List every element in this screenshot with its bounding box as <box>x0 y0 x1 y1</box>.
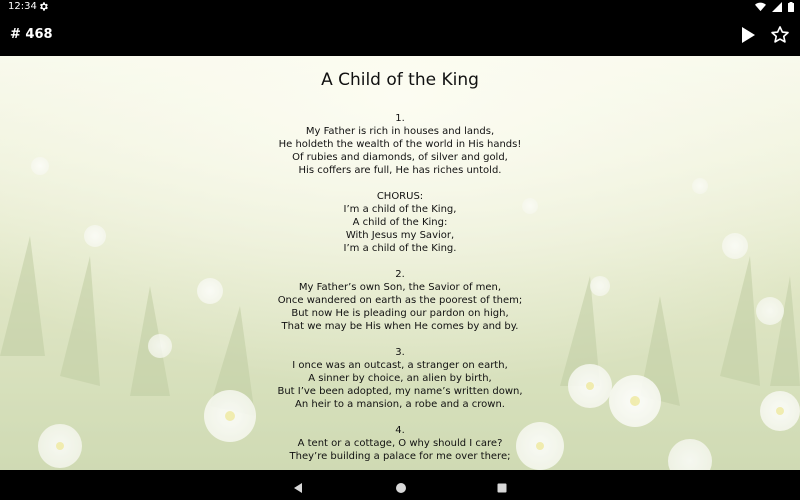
star-outline-icon[interactable] <box>769 24 791 46</box>
verse-4 <box>0 424 800 463</box>
lyric-line: But now He is pleading our pardon on high, <box>291 308 509 319</box>
back-triangle-icon[interactable] <box>292 479 304 491</box>
play-icon[interactable] <box>738 25 758 45</box>
hymn-text <box>0 56 800 470</box>
verse-heading: 4. <box>395 425 405 436</box>
lyric-line: Of rubies and diamonds, of silver and gold, <box>292 152 508 163</box>
lyric-line: That we may be His when He comes by and by. <box>281 321 519 332</box>
status-icons <box>755 2 794 12</box>
signal-icon <box>772 2 782 12</box>
hymn-title: A Child of the King <box>321 70 479 90</box>
wifi-icon <box>755 2 766 12</box>
recents-square-icon[interactable] <box>496 479 508 491</box>
verse-heading: 2. <box>395 269 405 280</box>
lyric-line: I once was an outcast, a stranger on earth, <box>292 360 508 371</box>
lyric-line: With Jesus my Savior, <box>345 230 455 241</box>
verses <box>0 112 800 463</box>
lyrics-view[interactable] <box>0 56 800 470</box>
verse-2 <box>0 268 800 333</box>
app-bar <box>0 14 800 56</box>
verse-1 <box>0 112 800 177</box>
lyric-line: A sinner by choice, an alien by birth, <box>308 373 492 384</box>
lyric-line: His coffers are full, He has riches untold. <box>298 165 502 176</box>
gear-icon <box>38 1 49 12</box>
lyric-line: My Father’s own Son, the Savior of men, <box>298 282 502 293</box>
hymn-number-title: # 468 <box>10 27 53 42</box>
lyric-line: A child of the King: <box>352 217 448 228</box>
battery-icon <box>788 2 794 12</box>
system-nav-bar <box>0 470 800 500</box>
verse-3 <box>0 346 800 411</box>
chorus <box>0 190 800 255</box>
home-circle-icon[interactable] <box>395 479 407 491</box>
lyric-line: An heir to a mansion, a robe and a crown. <box>295 399 505 410</box>
lyric-line: I’m a child of the King, <box>343 204 457 215</box>
verse-heading: CHORUS: <box>376 191 424 202</box>
status-time: 12:34 <box>8 1 37 12</box>
status-bar <box>0 0 800 14</box>
lyric-line: My Father is rich in houses and lands, <box>305 126 495 137</box>
verse-heading: 1. <box>395 113 405 124</box>
lyric-line: They’re building a palace for me over there; <box>289 451 511 462</box>
lyric-line: Once wandered on earth as the poorest of them; <box>277 295 523 306</box>
lyric-line: A tent or a cottage, O why should I care? <box>297 438 503 449</box>
verse-heading: 3. <box>395 347 405 358</box>
lyric-line: But I’ve been adopted, my name’s written down, <box>277 386 523 397</box>
lyric-line: I’m a child of the King. <box>343 243 457 254</box>
lyric-line: He holdeth the wealth of the world in His hands! <box>278 139 522 150</box>
